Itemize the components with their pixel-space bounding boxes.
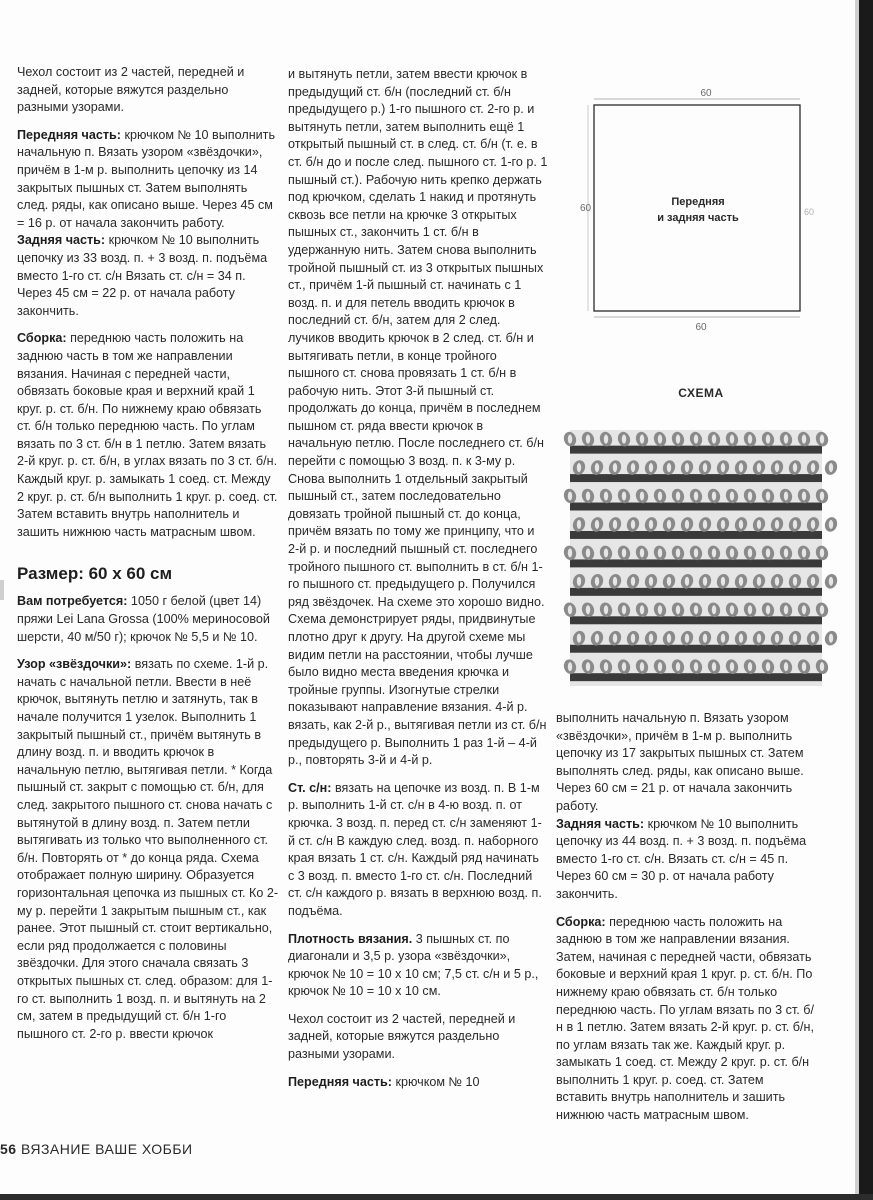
pattern-gap — [649, 577, 653, 586]
pattern-gap — [766, 435, 770, 444]
pattern-gap — [820, 491, 824, 500]
scan-border-right — [859, 0, 873, 1200]
pattern-gap — [577, 634, 581, 643]
pattern-gap — [622, 662, 626, 671]
scan-border-bottom — [0, 1194, 873, 1200]
pattern-gap — [676, 605, 680, 614]
back-part-text: крючком № 10 выполнить цепочку из 33 возд. п. + 3 возд. п. подъёма вместо 1-го ст. с/н Вязать ст. с/н = 34 п. Через 45 см = 22 р. от начала работу закончить. — [17, 233, 268, 318]
pattern-gap — [568, 435, 572, 444]
pattern-gap — [631, 634, 635, 643]
pattern-gap — [640, 605, 644, 614]
pattern-gap — [748, 662, 752, 671]
pattern-gap — [802, 605, 806, 614]
pattern-gap — [712, 605, 716, 614]
pattern-gap — [766, 491, 770, 500]
pattern-gap — [649, 634, 653, 643]
pattern-gap — [685, 520, 689, 529]
gauge-paragraph — [288, 931, 548, 1001]
pattern-gap — [595, 577, 599, 586]
pattern-gap — [784, 662, 788, 671]
scheme-caption: СХЕМА — [678, 386, 724, 400]
pattern-gap — [667, 634, 671, 643]
pattern-gap — [748, 548, 752, 557]
pattern-gap — [820, 435, 824, 444]
pattern-gap — [730, 662, 734, 671]
pattern-gap — [775, 520, 779, 529]
pattern-gap — [820, 662, 824, 671]
pattern-gap — [748, 435, 752, 444]
front-part-continued: выполнить начальную п. Вязать узором «звёздочки», причём в 1-м р. выполнить цепочку из 17 закрытых пышных ст. Затем выполнять след. ряды, как описано выше. Через 60 см = 21 р. от начала закончить работу. — [556, 711, 804, 813]
pattern-gap — [811, 463, 815, 472]
pattern-gap — [766, 605, 770, 614]
pattern-gap — [784, 548, 788, 557]
page-number: 56 — [0, 1141, 17, 1157]
back-part-paragraph-3 — [556, 816, 818, 904]
pattern-gap — [595, 463, 599, 472]
materials-label: Вам потребуется: — [17, 594, 128, 609]
pattern-gap — [586, 491, 590, 500]
pattern-gap — [775, 577, 779, 586]
front-part-text: крючком № 10 выполнить начальную п. Вязать узором «звёздочки», причём в 1-м р. выполнить цепочку из 14 закрытых пышных ст. Затем выполнять след. ряды, как описано выше. Через 45 см = 16 р. от начала закончить работу. — [17, 127, 276, 230]
pattern-gap — [784, 435, 788, 444]
size-heading: Размер: 60 х 60 см — [17, 564, 173, 584]
pattern-gap — [667, 520, 671, 529]
pattern-gap — [604, 435, 608, 444]
pattern-gap — [730, 435, 734, 444]
pattern-gap — [703, 577, 707, 586]
pattern-gap — [757, 634, 761, 643]
pattern-gap — [658, 491, 662, 500]
pattern-gap — [676, 548, 680, 557]
left-dimension-label: 60 — [580, 203, 592, 214]
back-part-text-3: крючком № 10 выполнить цепочку из 44 возд. п. + 3 возд. п. подъёма вместо 1-го ст. с/н. Вязать ст. с/н = 45 п. Через 60 см = 30 р. от начала работу закончить. — [556, 816, 807, 901]
pattern-row-band — [570, 616, 822, 624]
back-part-label: Задняя часть: — [17, 233, 106, 248]
front-part-label-2: Передняя часть: — [288, 1074, 392, 1089]
pattern-gap — [748, 491, 752, 500]
pattern-gap — [802, 435, 806, 444]
bottom-dimension-label: 60 — [695, 322, 707, 333]
pattern-gap — [631, 463, 635, 472]
pattern-gap — [667, 463, 671, 472]
pattern-gap — [604, 491, 608, 500]
pattern-gap — [757, 520, 761, 529]
pattern-row-band — [570, 446, 822, 454]
pattern-gap — [802, 662, 806, 671]
pattern-gap — [793, 634, 797, 643]
pattern-gap — [775, 463, 779, 472]
pattern-gap — [568, 605, 572, 614]
pattern-gap — [721, 463, 725, 472]
pattern-gap — [766, 548, 770, 557]
pattern-gap — [685, 577, 689, 586]
pattern-gap — [658, 662, 662, 671]
assembly-label-3: Сборка: — [556, 914, 606, 929]
assembly-paragraph — [17, 330, 279, 541]
pattern-gap — [649, 463, 653, 472]
pattern-gap — [703, 520, 707, 529]
page-edge-mark — [0, 580, 4, 600]
pattern-gap — [802, 548, 806, 557]
pattern-gap — [811, 634, 815, 643]
pattern-gap — [640, 435, 644, 444]
pattern-gap — [640, 662, 644, 671]
back-part-label-3: Задняя часть: — [556, 816, 645, 831]
front-part-label: Передняя часть: — [17, 127, 121, 142]
pattern-gap — [739, 463, 743, 472]
pattern-gap — [829, 520, 833, 529]
pattern-row-band — [570, 645, 822, 653]
pattern-gap — [658, 605, 662, 614]
pattern-gap — [829, 463, 833, 472]
pattern-gap — [739, 634, 743, 643]
top-dimension-label: 60 — [700, 88, 712, 99]
assembly-text: переднюю часть положить на заднюю часть в том же направлении вязания. Начиная с передней части, обвязать боковые края и верхний край 1 круг. р. ст. б/н. По нижнему краю обвязать ст. б/н только переднюю часть. По углам вязать по 3 ст. б/н в 1 петлю. Затем вязать 2-й круг. р. ст. б/н, в углах вязать по 3 ст. б/н. Каждый круг. р. замыкать 1 соед. ст. Между 2 круг. р. ст. б/н выполнить 1 круг. р. соед. ст. Затем вставить внутрь наполнитель и зашить нижнюю часть матрасным швом. — [17, 331, 278, 539]
pattern-gap — [586, 605, 590, 614]
pattern-gap — [685, 634, 689, 643]
text-column-right — [556, 710, 818, 1135]
pattern-gap — [757, 577, 761, 586]
star-pattern-continued: и вытянуть петли, затем ввести крючок в предыдущий ст. б/н (последний ст. б/н предыдущего р.) 1-го пышного ст. 2-го р. и вытянуть петли, затем выполнить ещё 1 открытый пышный ст. в след. ст. б/н (т. е. в ст. б/н до и после след. пышного ст. 1-го р. 1 пышный ст.). Рабочую нить крепко держать под крючком, сделать 1 накид и протянуть сквозь все петли на крючке 3 открытых пышных ст., закончить 1 ст. б/н в удержанную нить. Затем снова выполнить тройной пышный ст. из 3 открытых пышных ст., причём 1-й пышный ст. начинать с 1 возд. п. и для петель вводить крючок в последний ст. б/н, затем для 2 след. лучиков вводить крючок в 2 след. ст. б/н и вытягивать петли, в конце тройного пышного ст. снова провязать 1 ст. б/н в рабочую нить. Этот 3-й пышный ст. продолжать до конца, причём в последнем пышном ст. ряда ввести крючок в начальную петлю. После последнего ст. б/н перейти с помощью 3 возд. п. к 3-му р. Снова выполнить 1 отдельный закрытый пышный ст., затем последовательно довязать тройной пышный ст. до конца, причём вязать по тому же принципу, что и 2-й р. и последний пышный ст. последнего тройного пышного ст. выполнить в ст. б/н 1-го пышного ст. предыдущего р. Получился ряд звёздочек. На схеме это хорошо видно. Схема демонстрирует ряды, придвинутые плотно друг к другу. На другой схеме мы видим петли на расстоянии, чтобы лучше было видно места введения крючка и тройные группы. Изогнутые стрелки показывают направление вязания. 4-й р. вязать, как 2-й р., вытягивая петли из ст. б/н предыдущего р. Выполнить 1 раз 1-й – 4-й р., повторять 3-й и 4-й р. — [288, 67, 548, 768]
pattern-gap — [739, 577, 743, 586]
pattern-gap — [640, 491, 644, 500]
pattern-gap — [730, 491, 734, 500]
pattern-gap — [712, 548, 716, 557]
diagram-square — [594, 105, 800, 311]
dc-text: вязать на цепочке из возд. п. В 1-м р. выполнить 1-й ст. с/н в 4-ю возд. п. от крючка. 3 возд. п. перед ст. с/н заменяют 1-й ст. с/н В каждую след. возд. п. наборного края вязать 1 ст. с/н. Каждый ряд начинать с 3 возд. п. вместо 1-го ст. с/н. Последний ст. с/н каждого р. вязать в верхнюю возд. п. подъёма. — [288, 780, 542, 918]
magazine-title: ВЯЗАНИЕ ВАШЕ ХОББИ — [20, 1141, 193, 1157]
pattern-gap — [703, 463, 707, 472]
pattern-gap — [622, 491, 626, 500]
pattern-row-band — [570, 588, 822, 596]
pattern-gap — [721, 520, 725, 529]
gauge-text: 3 пышных ст. по диагонали и 3,5 р. узора «звёздочки», крючок № 10 = 10 х 10 см; 7,5 ст. с/н и 5 р., крючок № 10 = 10 х 10 см. — [288, 931, 539, 999]
stitch-pattern-image — [570, 430, 822, 686]
pattern-row-band — [570, 673, 822, 681]
pattern-gap — [685, 463, 689, 472]
pattern-gap — [712, 435, 716, 444]
pattern-gap — [748, 605, 752, 614]
assembly-label: Сборка: — [17, 331, 67, 346]
back-part-paragraph — [17, 232, 279, 320]
pattern-gap — [586, 435, 590, 444]
assembly-paragraph-3 — [556, 914, 818, 1125]
pattern-gap — [703, 634, 707, 643]
pattern-gap — [613, 634, 617, 643]
front-part-paragraph-2 — [288, 1074, 548, 1092]
pattern-gap — [586, 662, 590, 671]
pattern-gap — [595, 634, 599, 643]
pattern-gap — [568, 491, 572, 500]
text-column-middle — [288, 66, 548, 1101]
assembly-text-3: переднюю часть положить на заднюю в том же направлении вязания. Затем, начиная с передней части, обвязать боковые и верхний края 1 круг. р. ст. б/н. По нижнему краю обвязать ст. б/н только переднюю часть. По углам вязать по 3 ст. б/н в 1 петлю. Затем вязать 2-й круг. р. ст. б/н, по углам вязать так же. Каждый круг. р. замыкать 1 соед. ст. Между 2 круг. р. ст. б/н выполнить 1 круг. р. соед. ст. Затем вставить внутрь наполнитель и зашить нижнюю часть матрасным швом. — [556, 914, 815, 1123]
front-part-text-2: крючком № 10 — [391, 1074, 480, 1089]
pattern-gap — [721, 577, 725, 586]
star-pattern-text: вязать по схеме. 1-й р. начать с начальной петли. Ввести в неё крючок, вытянуть петлю и затянуть, так в начале получится 1 узелок. Выполнить 1 закрытый пышный ст., причём вытянуть в длину возд. п. и вводить крючок в начальную петлю, вытягивая петли. * Когда пышный ст. закрыт с помощью ст. б/н, для след. закрытого пышного ст. снова начать с вытянутой в длину возд. п. Затем петли вытягивать из только что выполненного ст. б/н. Повторять от * до конца ряда. Схема отображает полную ширину. Образуется горизонтальная цепочка из пышных ст. Ко 2-му р. перейти 1 закрытым пышным ст., как ранее. Этот пышный ст. стоит вертикально, если ряд продолжается с половины звёздочки. Для этого сначала связать 3 открытых пышных ст. след. образом: для 1-го ст. выполнить 1 возд. п. и вытянуть на 2 см, затем в предыдущий ст. б/н 1-го пышного ст. 2-го р. ввести крючок — [17, 657, 279, 1041]
pattern-gap — [793, 577, 797, 586]
pattern-gap — [739, 520, 743, 529]
materials-text: 1050 г белой (цвет 14) пряжи Lei Lana Grossa (100% мериносовой шерсти, 40 м/50 г); крючок № 5,5 и № 10. — [17, 594, 270, 644]
dc-label: Ст. с/н: — [288, 780, 332, 795]
pattern-gap — [568, 662, 572, 671]
pattern-gap — [694, 662, 698, 671]
pattern-row-band — [570, 474, 822, 482]
pattern-gap — [577, 577, 581, 586]
pattern-gap — [730, 548, 734, 557]
pattern-gap — [775, 634, 779, 643]
pattern-gap — [694, 548, 698, 557]
pattern-gap — [721, 634, 725, 643]
pattern-gap — [613, 463, 617, 472]
text-column-left — [17, 64, 279, 1053]
pattern-gap — [811, 520, 815, 529]
pattern-gap — [658, 435, 662, 444]
pattern-gap — [595, 520, 599, 529]
pattern-gap — [694, 491, 698, 500]
pattern-row-band — [570, 531, 822, 539]
pattern-gap — [829, 577, 833, 586]
pattern-gap — [793, 463, 797, 472]
pattern-gap — [631, 520, 635, 529]
diagram-label-line2: и задняя часть — [657, 212, 739, 224]
pattern-gap — [802, 491, 806, 500]
pattern-gap — [658, 548, 662, 557]
pattern-gap — [604, 605, 608, 614]
pattern-gap — [622, 605, 626, 614]
pattern-gap — [613, 520, 617, 529]
pattern-gap — [820, 548, 824, 557]
intro-paragraph-2: Чехол состоит из 2 частей, передней и задней, которые вяжутся раздельно разными узорами. — [288, 1011, 516, 1062]
star-pattern-label: Узор «звёздочки»: — [17, 657, 132, 672]
pattern-gap — [667, 577, 671, 586]
pattern-gap — [757, 463, 761, 472]
pattern-gap — [766, 662, 770, 671]
pattern-row-band — [570, 503, 822, 511]
pattern-gap — [793, 520, 797, 529]
pattern-gap — [568, 548, 572, 557]
pattern-gap — [604, 548, 608, 557]
pattern-gap — [694, 605, 698, 614]
pattern-gap — [784, 491, 788, 500]
front-part-paragraph — [17, 127, 279, 233]
dc-paragraph — [288, 780, 548, 921]
pattern-gap — [631, 577, 635, 586]
gauge-label: Плотность вязания. — [288, 931, 413, 946]
pattern-gap — [604, 662, 608, 671]
pattern-gap — [613, 577, 617, 586]
pattern-gap — [577, 520, 581, 529]
right-dimension-label: 60 — [804, 207, 815, 217]
pattern-gap — [676, 435, 680, 444]
pattern-gap — [811, 577, 815, 586]
dimension-diagram — [580, 88, 815, 333]
pattern-gap — [640, 548, 644, 557]
pattern-gap — [712, 491, 716, 500]
pattern-gap — [586, 548, 590, 557]
pattern-row-band — [570, 559, 822, 567]
pattern-gap — [577, 463, 581, 472]
pattern-gap — [694, 435, 698, 444]
pattern-gap — [622, 435, 626, 444]
pattern-gap — [730, 605, 734, 614]
pattern-gap — [676, 491, 680, 500]
pattern-gap — [712, 662, 716, 671]
diagram-label-line1: Передняя — [671, 196, 725, 208]
pattern-gap — [676, 662, 680, 671]
pattern-gap — [622, 548, 626, 557]
pattern-gap — [784, 605, 788, 614]
materials-paragraph — [17, 593, 279, 646]
pattern-gap — [649, 520, 653, 529]
star-pattern-paragraph — [17, 656, 279, 1043]
pattern-gap — [820, 605, 824, 614]
pattern-gap — [829, 634, 833, 643]
intro-paragraph: Чехол состоит из 2 частей, передней и задней, которые вяжутся раздельно разными узорами. — [17, 65, 245, 115]
page-footer — [0, 1141, 193, 1157]
